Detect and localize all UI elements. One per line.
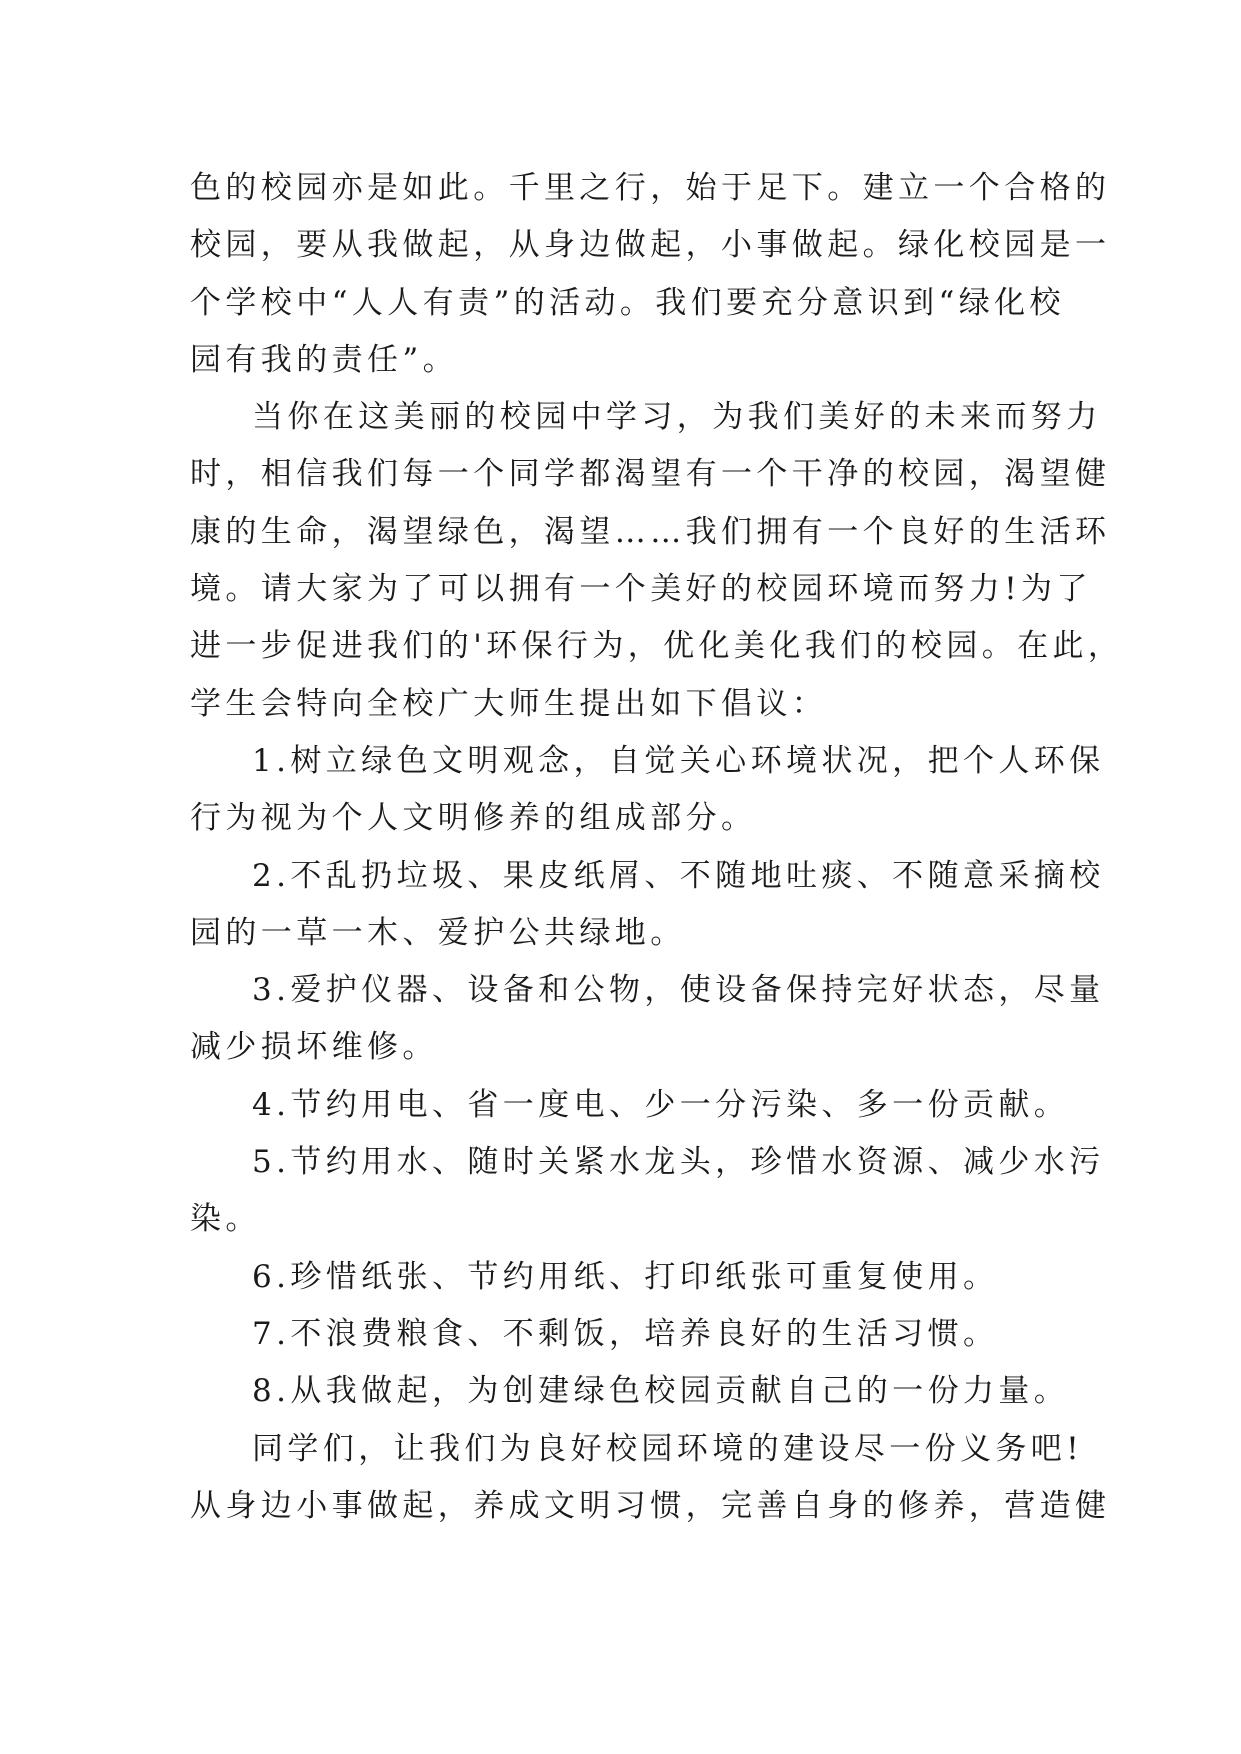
text-line: 学生会特向全校广大师生提出如下倡议： bbox=[190, 685, 828, 722]
list-item-7: 7.不浪费粮食、不剩饭，培养良好的生活习惯。 bbox=[252, 1315, 999, 1352]
list-item-4: 4.节约用电、省一度电、少一分污染、多一份贡献。 bbox=[252, 1086, 1070, 1123]
text-line: 园的一草一木、爱护公共绿地。 bbox=[190, 914, 686, 951]
text-line: 进一步促进我们的'环保行为，优化美化我们的校园。在此， bbox=[190, 628, 1124, 665]
list-item-2: 2.不乱扔垃圾、果皮纸屑、不随地吐痰、不随意采摘校 bbox=[252, 857, 1105, 894]
list-item-6: 6.珍惜纸张、节约用纸、打印纸张可重复使用。 bbox=[252, 1258, 999, 1295]
text-line: 染。 bbox=[190, 1201, 261, 1238]
text-line: 时，相信我们每一个同学都渴望有一个干净的校园，渴望健 bbox=[190, 456, 1111, 493]
text-line: 色的校园亦是如此。千里之行，始于足下。建立一个合格的 bbox=[190, 170, 1111, 206]
text-line: 境。请大家为了可以拥有一个美好的校园环境而努力!为了 bbox=[190, 571, 1092, 608]
text-line: 从身边小事做起，养成文明习惯，完善自身的修养，营造健 bbox=[190, 1487, 1111, 1524]
text-line: 个学校中“人人有责”的活动。我们要充分意识到“绿化校 bbox=[190, 284, 1065, 321]
text-line: 园有我的责任”。 bbox=[190, 341, 459, 378]
list-item-5: 5.节约用水、随时关紧水龙头，珍惜水资源、减少水污 bbox=[252, 1144, 1105, 1181]
list-item-3: 3.爱护仪器、设备和公物，使设备保持完好状态，尽量 bbox=[252, 972, 1105, 1009]
text-line: 康的生命，渴望绿色，渴望……我们拥有一个良好的生活环 bbox=[190, 513, 1111, 550]
text-line: 校园，要从我做起，从身边做起，小事做起。绿化校园是一 bbox=[190, 227, 1111, 264]
paragraph-start-line: 当你在这美丽的校园中学习，为我们美好的未来而努力 bbox=[252, 399, 1102, 436]
document-body bbox=[190, 160, 1124, 1535]
paragraph-start-line: 同学们，让我们为良好校园环境的建设尽一份义务吧! bbox=[252, 1430, 1084, 1467]
list-item-8: 8.从我做起，为创建绿色校园贡献自己的一份力量。 bbox=[252, 1373, 1070, 1410]
text-line: 减少损坏维修。 bbox=[190, 1029, 438, 1066]
text-line: 行为视为个人文明修养的组成部分。 bbox=[190, 800, 757, 837]
list-item-1: 1.树立绿色文明观念，自觉关心环境状况，把个人环保 bbox=[252, 742, 1105, 779]
